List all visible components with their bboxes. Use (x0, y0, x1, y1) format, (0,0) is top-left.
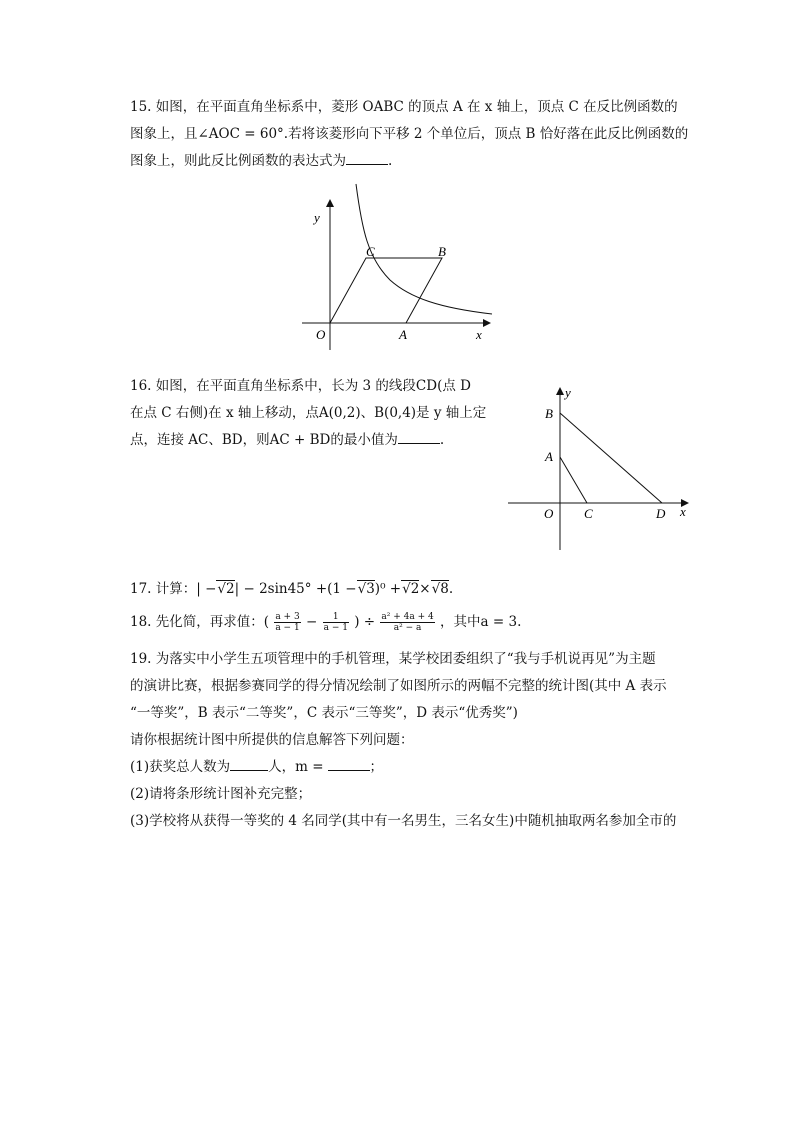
q15-label-O: O (316, 327, 326, 342)
q18-pre: 18. 先化简，再求值：( (130, 614, 270, 630)
q16-label-C: C (584, 506, 593, 521)
q16-segment-BD (560, 413, 662, 503)
q17-mid-1: | − 2sin45° +(1 − (234, 581, 357, 597)
q19-l5a: (1)获奖总人数为 (130, 759, 231, 775)
q18-div: ) ÷ (354, 614, 376, 630)
q19-line-4: 请你根据统计图中所提供的信息解答下列问题： (130, 732, 414, 748)
answer-blank (230, 758, 268, 771)
q16-line-3 (130, 431, 444, 449)
answer-blank (398, 431, 440, 444)
answer-blank (346, 152, 388, 165)
answer-blank (328, 758, 370, 771)
q18-minus: − (305, 614, 318, 630)
q19-line-2: 的演讲比赛，根据参赛同学的得分情况绘制了如图所示的两幅不完整的统计图(其中 A 表示 (130, 678, 667, 694)
q15-label-A: A (399, 327, 407, 342)
q18-f2-num: 1 (323, 612, 349, 623)
q17-sqrt-3: √2 (402, 581, 420, 597)
q15-line-2: 图象上，且∠AOC = 60°.若将该菱形向下平移 2 个单位后，顶点 B 恰好落在此反比例函数的 (130, 126, 689, 142)
q19-line-3: “一等奖”，B 表示“二等奖”，C 表示“三等奖”，D 表示“优秀奖”) (130, 705, 518, 721)
q19-line-7: (3)学校将从获得一等奖的 4 名同学(其中有一名男生，三名女生)中随机抽取两名参加全市的 (130, 813, 677, 829)
q17-sqrt-1: √2 (217, 581, 235, 597)
q18-end: ，其中a = 3. (440, 614, 522, 630)
q17-line (130, 580, 453, 598)
q16-label-O: O (544, 506, 554, 521)
q16-label-D: D (656, 506, 666, 521)
q18-f3-num: a² + 4a + 4 (381, 612, 434, 622)
q16-line-2: 在点 C 右侧)在 x 轴上移动，点A(0,2)、B(0,4)是 y 轴上定 (130, 405, 487, 421)
q17-end: . (448, 581, 454, 597)
q17-pre: 17. 计算：| − (130, 581, 217, 597)
q18-fraction-1 (274, 612, 300, 633)
q18-f1-num: a + 3 (275, 612, 300, 622)
q15-line-1: 15. 如图，在平面直角坐标系中，菱形 OABC 的顶点 A 在 x 轴上，顶点 C 在反比例函数的 (130, 99, 678, 115)
q16-segment-AC (560, 457, 587, 503)
q15-label-y: y (314, 210, 320, 225)
q17-mid-3: × (419, 581, 431, 597)
q18-f3-den: a² − a (393, 623, 422, 633)
q15-line-3-end: . (388, 153, 393, 169)
q18-f2-den: a − 1 (323, 623, 348, 633)
q18-line (130, 612, 521, 633)
q19-l5c: ； (369, 759, 384, 775)
q16-line-3-text: 点，连接 AC、BD，则AC + BD的最小值为 (130, 432, 398, 448)
q19-l5b: 人，m = (268, 759, 324, 775)
q16-line-1: 16. 如图，在平面直角坐标系中，长为 3 的线段CD(点 D (130, 378, 471, 394)
q15-rhombus (330, 258, 442, 323)
q15-label-C: C (366, 244, 375, 259)
q15-label-x: x (476, 327, 482, 342)
q16-label-x: x (680, 504, 686, 519)
q17-sqrt-4: √8 (431, 581, 449, 597)
q19-line-6: (2)请将条形统计图补充完整； (130, 786, 312, 802)
q19-line-5 (130, 758, 383, 776)
q16-label-y: y (565, 385, 571, 400)
q19-line-1: 19. 为落实中小学生五项管理中的手机管理，某学校团委组织了“我与手机说再见”为主题 (130, 651, 656, 667)
q18-fraction-3 (380, 612, 434, 633)
q15-line-3-text: 图象上，则此反比例函数的表达式为 (130, 153, 346, 169)
q18-f1-den: a − 1 (275, 623, 300, 633)
q17-mid-2: )⁰ + (374, 581, 402, 597)
q15-label-B: B (438, 244, 446, 259)
q17-sqrt-2: √3 (357, 581, 375, 597)
q16-label-B: B (545, 406, 553, 421)
q15-hyperbola (356, 184, 492, 314)
q18-fraction-2 (323, 612, 349, 633)
q15-line-3 (130, 152, 392, 170)
q16-label-A: A (545, 449, 553, 464)
q16-line-3-end: . (439, 432, 445, 448)
